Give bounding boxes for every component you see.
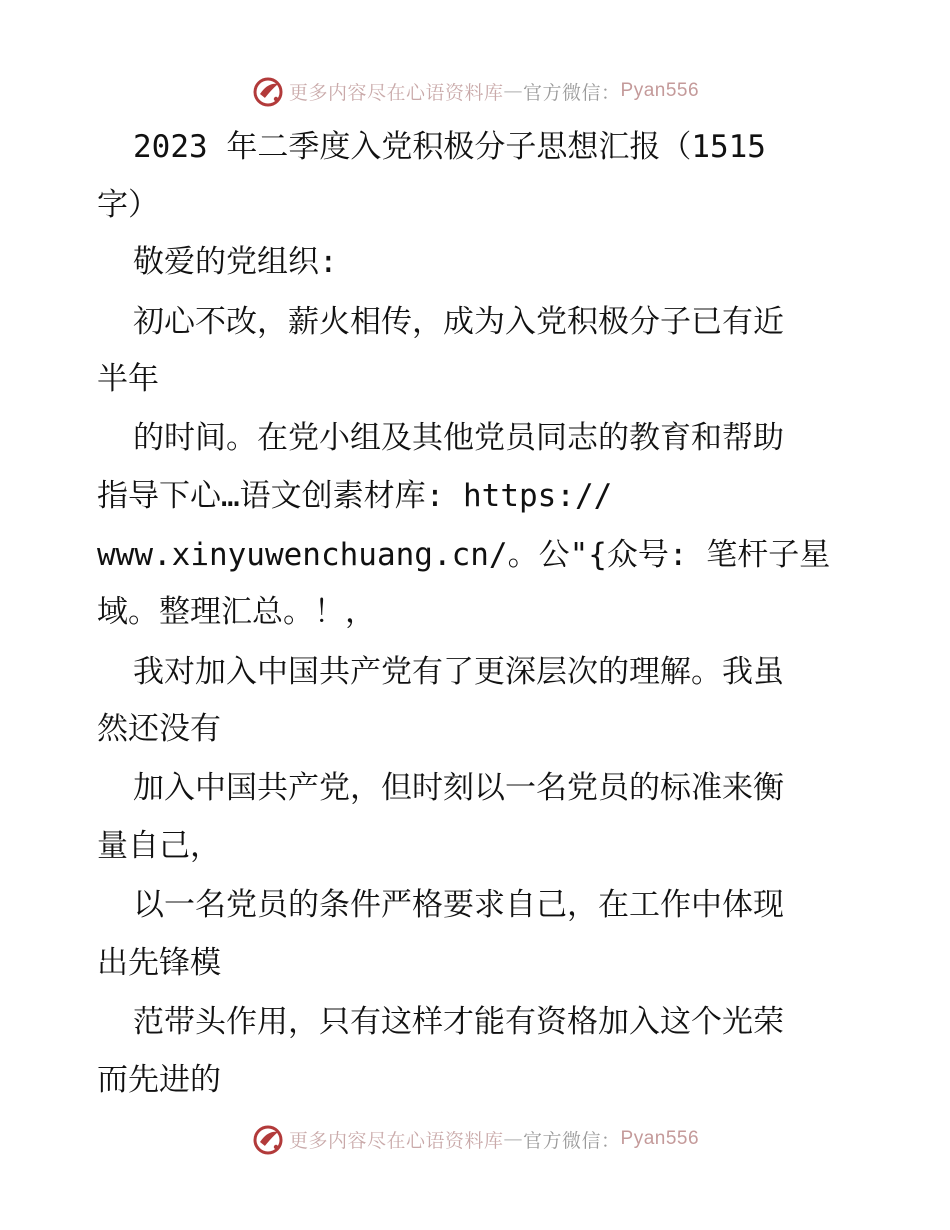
banner-wechat-id: Pyan556 — [620, 80, 700, 101]
banner-main-text: 更多内容尽在心语资料库 — [288, 1129, 504, 1152]
paragraph-line: 半年 — [97, 361, 159, 397]
paragraph-line: 我对加入中国共产党有了更深层次的理解。我虽 — [133, 654, 784, 690]
brush-seal-logo-icon — [251, 74, 285, 108]
paragraph-line: 范带头作用，只有这样才能有资格加入这个光荣 — [133, 1004, 784, 1040]
paragraph-line: 然还没有 — [97, 711, 221, 747]
brush-seal-logo-icon — [251, 1122, 285, 1156]
banner-separator: ： — [601, 1129, 621, 1152]
paragraph-line: 出先锋模 — [97, 945, 221, 981]
document-title-line: 2023 年二季度入党积极分子思想汇报（1515 — [133, 129, 766, 165]
paragraph-line: 量自己， — [97, 828, 221, 864]
banner-wechat-id: Pyan556 — [620, 1128, 700, 1149]
banner-wechat-label: 官方微信 — [522, 1129, 601, 1152]
paragraph-line: 以一名党员的条件严格要求自己，在工作中体现 — [133, 887, 784, 923]
paragraph-line: 域。整理汇总。！， — [97, 594, 376, 630]
banner-separator: ： — [601, 81, 621, 104]
paragraph-line: 指导下心…语文创素材库: https:// — [97, 478, 613, 514]
footer-banner — [0, 1119, 950, 1159]
banner-wechat-label: 官方微信 — [522, 81, 601, 104]
header-banner — [0, 71, 950, 111]
banner-dash: — — [503, 80, 523, 102]
banner-main-text: 更多内容尽在心语资料库 — [288, 81, 504, 104]
paragraph-line: 的时间。在党小组及其他党员同志的教育和帮助 — [133, 420, 784, 456]
paragraph-line: 加入中国共产党，但时刻以一名党员的标准来衡 — [133, 770, 784, 806]
paragraph-line: 初心不改，薪火相传，成为入党积极分子已有近 — [133, 304, 784, 340]
paragraph-line: 而先进的 — [97, 1062, 221, 1098]
document-title-line: 字） — [97, 187, 159, 223]
paragraph-line: www.xinyuwenchuang.cn/。公"{众号: 笔杆子星 — [97, 537, 831, 573]
banner-dash: — — [503, 1128, 523, 1150]
salutation-line: 敬爱的党组织: — [133, 244, 338, 280]
